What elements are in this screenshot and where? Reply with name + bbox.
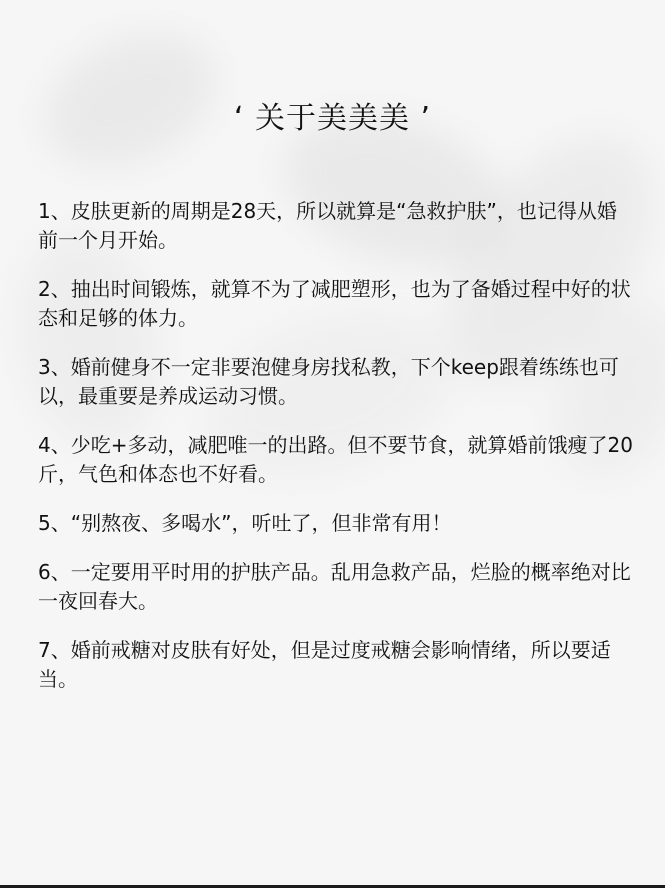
list-item: 5、“别熬夜、多喝水”，听吐了，但非常有用！ — [38, 511, 452, 535]
list-item: 1、皮肤更新的周期是28天，所以就算是“急救护肤”，也记得从婚前一个月开始。 — [38, 199, 617, 252]
list-item: 7、婚前戒糖对皮肤有好处，但是过度戒糖会影响情绪，所以要适当。 — [38, 638, 611, 691]
list-item: 4、少吃+多动，减肥唯一的出路。但不要节食，就算婚前饿瘦了20斤，气色和体态也不好看。 — [38, 433, 633, 486]
list-item: 3、婚前健身不一定非要泡健身房找私教，下个keep跟着练练也可以，最重要是养成运动习惯。 — [38, 355, 619, 408]
page-title: ‘ 关于美美美 ’ — [233, 101, 432, 136]
list-item: 6、一定要用平时用的护肤产品。乱用急救产品，烂脸的概率绝对比一夜回春大。 — [38, 560, 631, 613]
list-item: 2、抽出时间锻炼，就算不为了减肥塑形，也为了备婚过程中好的状态和足够的体力。 — [38, 277, 631, 330]
tips-list — [38, 197, 635, 694]
